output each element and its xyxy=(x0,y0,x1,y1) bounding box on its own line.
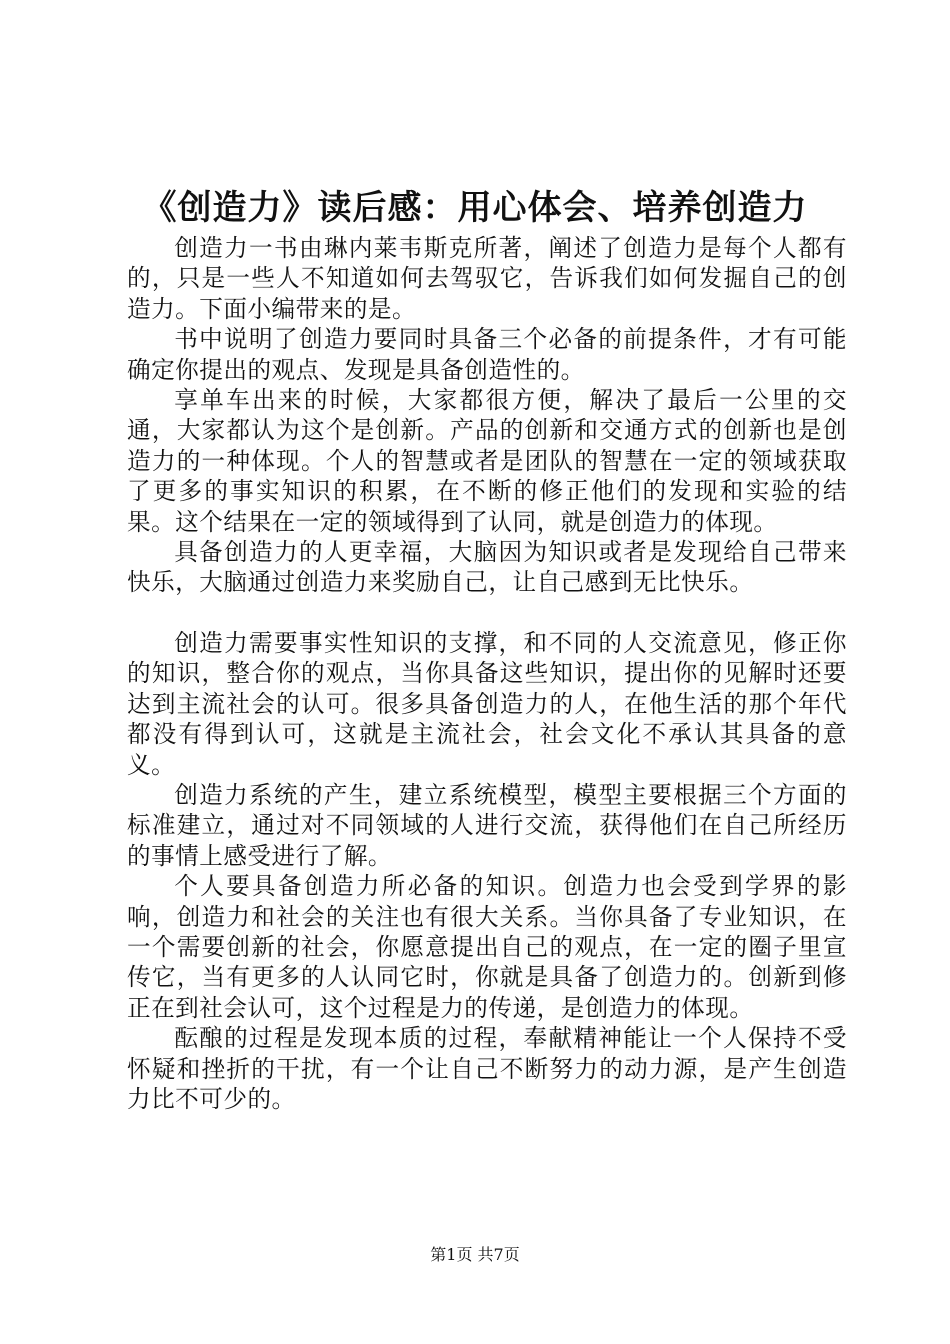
paragraph-8: 酝酿的过程是发现本质的过程，奉献精神能让一个人保持不受怀疑和挫折的干扰，有一个让自己不断努力的动力源，是产生创造力比不可少的。 xyxy=(127,1024,847,1113)
paragraph-2: 书中说明了创造力要同时具备三个必备的前提条件，才有可能确定你提出的观点、发现是具备创造性的。 xyxy=(127,325,847,384)
paragraph-4: 具备创造力的人更幸福，大脑因为知识或者是发现给自己带来快乐，大脑通过创造力来奖励自己，让自己感到无比快乐。 xyxy=(127,538,847,597)
paragraph-6: 创造力系统的产生，建立系统模型，模型主要根据三个方面的标准建立，通过对不同领域的人进行交流，获得他们在自己所经历的事情上感受进行了解。 xyxy=(127,780,847,870)
page-number-footer: 第1页 共7页 xyxy=(430,1245,520,1264)
paragraph-3: 享单车出来的时候，大家都很方便，解决了最后一公里的交通，大家都认为这个是创新。产品的创新和交通方式的创新也是创造力的一种体现。个人的智慧或者是团队的智慧在一定的领域获取了更多的事实知识的积累，在不断的修正他们的发现和实验的结果。这个结果在一定的领域得到了认同，就是创造力的体现。 xyxy=(127,386,847,536)
paragraph-1: 创造力一书由琳内莱韦斯克所著，阐述了创造力是每个人都有的，只是一些人不知道如何去驾驭它，告诉我们如何发掘自己的创造力。下面小编带来的是。 xyxy=(127,234,847,323)
document-body xyxy=(127,233,847,1114)
document-title: 《创造力》读后感：用心体会、培养创造力 xyxy=(142,188,808,228)
paragraph-5: 创造力需要事实性知识的支撑，和不同的人交流意见，修正你的知识，整合你的观点，当你具备这些知识，提出你的见解时还要达到主流社会的认可。很多具备创造力的人，在他生活的那个年代都没有得到认可，这就是主流社会，社会文化不承认其具备的意义。 xyxy=(127,628,847,779)
paragraph-7: 个人要具备创造力所必备的知识。创造力也会受到学界的影响，创造力和社会的关注也有很大关系。当你具备了专业知识，在一个需要创新的社会，你愿意提出自己的观点，在一定的圈子里宣传它，当有更多的人认同它时，你就是具备了创造力的。创新到修正在到社会认可，这个过程是力的传递，是创造力的体现。 xyxy=(127,872,847,1022)
